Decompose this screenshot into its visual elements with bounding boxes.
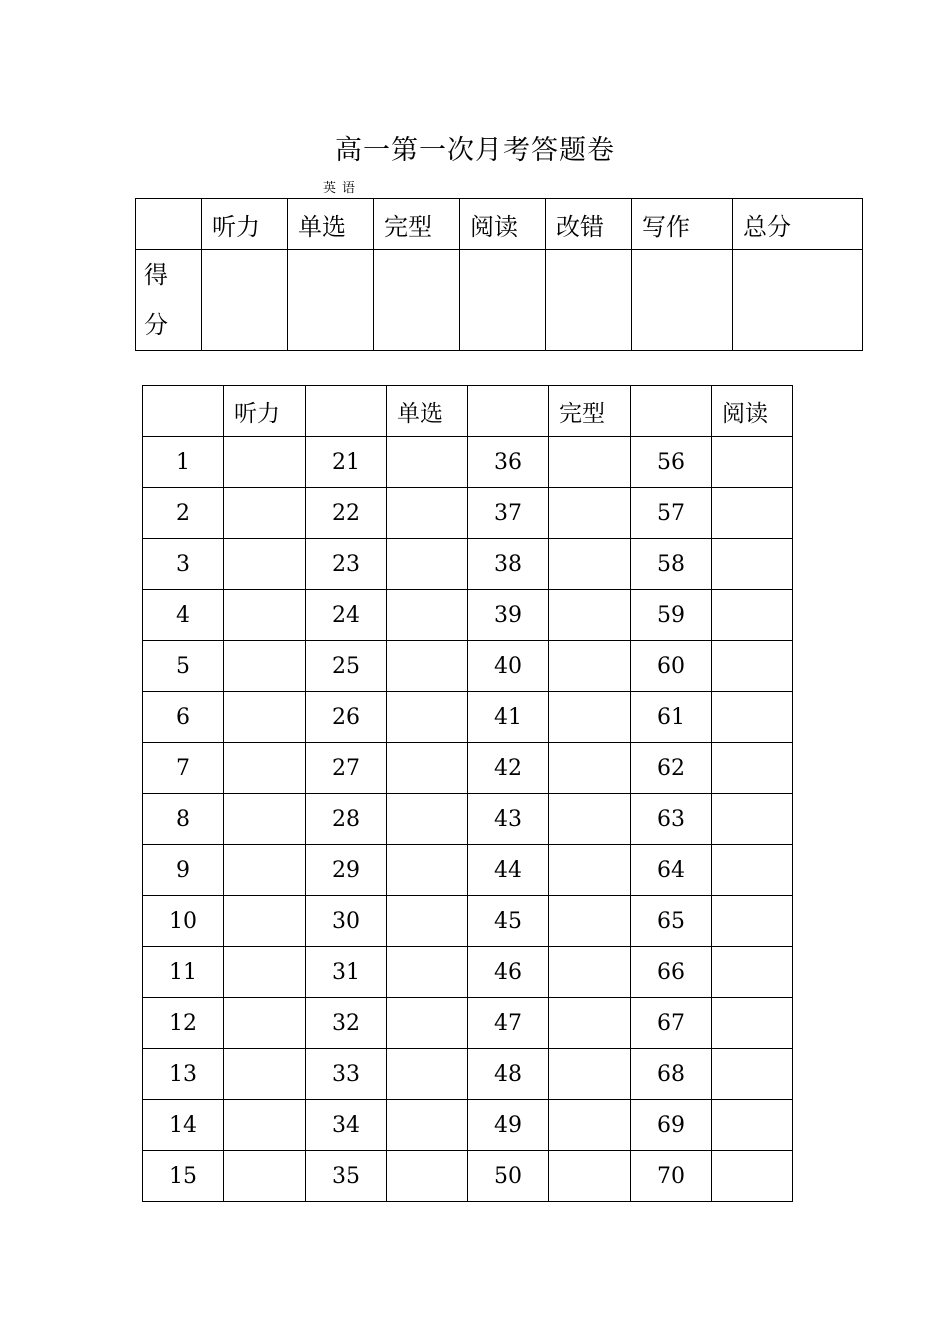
question-number: 35	[306, 1151, 387, 1202]
answer-cell[interactable]	[387, 845, 468, 896]
table-row	[143, 1151, 793, 1202]
question-number: 38	[468, 539, 549, 590]
table-row	[143, 488, 793, 539]
question-number: 8	[143, 794, 224, 845]
answer-header-cell: 听力	[224, 386, 306, 437]
answer-cell[interactable]	[224, 794, 306, 845]
answer-cell[interactable]	[712, 947, 793, 998]
question-number: 15	[143, 1151, 224, 1202]
score-header-cell: 完型	[374, 199, 460, 250]
answer-cell[interactable]	[224, 998, 306, 1049]
question-number: 25	[306, 641, 387, 692]
question-number: 49	[468, 1100, 549, 1151]
answer-cell[interactable]	[224, 1049, 306, 1100]
table-row	[143, 743, 793, 794]
answer-cell[interactable]	[712, 692, 793, 743]
answer-cell[interactable]	[387, 947, 468, 998]
score-cell-listening[interactable]	[202, 250, 288, 351]
answer-header-cell: 阅读	[712, 386, 793, 437]
answer-cell[interactable]	[387, 437, 468, 488]
question-number: 11	[143, 947, 224, 998]
answer-cell[interactable]	[387, 488, 468, 539]
table-row	[143, 437, 793, 488]
question-number: 61	[631, 692, 712, 743]
answer-cell[interactable]	[712, 794, 793, 845]
question-number: 5	[143, 641, 224, 692]
answer-cell[interactable]	[387, 1100, 468, 1151]
answer-header-cell: 单选	[387, 386, 468, 437]
page-title: 高一第一次月考答题卷	[335, 135, 615, 166]
question-number: 58	[631, 539, 712, 590]
question-number: 12	[143, 998, 224, 1049]
answer-cell[interactable]	[549, 1049, 631, 1100]
answer-cell[interactable]	[224, 590, 306, 641]
score-header-cell	[136, 199, 202, 250]
question-number: 59	[631, 590, 712, 641]
question-number: 23	[306, 539, 387, 590]
question-number: 60	[631, 641, 712, 692]
answer-cell[interactable]	[224, 896, 306, 947]
answer-cell[interactable]	[387, 998, 468, 1049]
question-number: 2	[143, 488, 224, 539]
answer-cell[interactable]	[387, 896, 468, 947]
question-number: 66	[631, 947, 712, 998]
answer-cell[interactable]	[387, 1049, 468, 1100]
question-number: 68	[631, 1049, 712, 1100]
answer-cell[interactable]	[224, 947, 306, 998]
answer-cell[interactable]	[712, 539, 793, 590]
question-number: 37	[468, 488, 549, 539]
answer-cell[interactable]	[224, 1151, 306, 1202]
answer-cell[interactable]	[712, 488, 793, 539]
question-number: 21	[306, 437, 387, 488]
answer-cell[interactable]	[387, 743, 468, 794]
score-header-cell: 听力	[202, 199, 288, 250]
table-row	[143, 794, 793, 845]
question-number: 39	[468, 590, 549, 641]
answer-cell[interactable]	[712, 845, 793, 896]
score-header-row	[136, 199, 863, 250]
answer-cell[interactable]	[549, 845, 631, 896]
answer-header-cell	[631, 386, 712, 437]
score-cell-correction[interactable]	[546, 250, 632, 351]
question-number: 44	[468, 845, 549, 896]
answer-cell[interactable]	[387, 692, 468, 743]
question-number: 26	[306, 692, 387, 743]
answer-cell[interactable]	[549, 794, 631, 845]
question-number: 42	[468, 743, 549, 794]
score-row-label-text: 得分	[144, 261, 168, 339]
answer-cell[interactable]	[549, 692, 631, 743]
answer-body	[143, 437, 793, 1202]
answer-cell[interactable]	[549, 896, 631, 947]
question-number: 29	[306, 845, 387, 896]
answer-cell[interactable]	[224, 692, 306, 743]
answer-cell[interactable]	[712, 437, 793, 488]
score-header-cell: 写作	[632, 199, 733, 250]
answer-cell[interactable]	[549, 1151, 631, 1202]
question-number: 57	[631, 488, 712, 539]
score-cell-cloze[interactable]	[374, 250, 460, 351]
score-cell-writing[interactable]	[632, 250, 733, 351]
question-number: 46	[468, 947, 549, 998]
answer-cell[interactable]	[224, 539, 306, 590]
answer-cell[interactable]	[387, 1151, 468, 1202]
question-number: 50	[468, 1151, 549, 1202]
question-number: 48	[468, 1049, 549, 1100]
answer-cell[interactable]	[387, 590, 468, 641]
question-number: 43	[468, 794, 549, 845]
answer-cell[interactable]	[224, 743, 306, 794]
score-row-label	[136, 250, 202, 351]
question-number: 34	[306, 1100, 387, 1151]
question-number: 47	[468, 998, 549, 1049]
table-row	[143, 539, 793, 590]
answer-cell[interactable]	[224, 641, 306, 692]
score-cell-choice[interactable]	[288, 250, 374, 351]
question-number: 64	[631, 845, 712, 896]
answer-cell[interactable]	[387, 641, 468, 692]
score-header-cell: 单选	[288, 199, 374, 250]
question-number: 69	[631, 1100, 712, 1151]
question-number: 45	[468, 896, 549, 947]
table-row	[143, 641, 793, 692]
answer-cell[interactable]	[549, 641, 631, 692]
table-row	[143, 947, 793, 998]
answer-cell[interactable]	[549, 488, 631, 539]
answer-cell[interactable]	[549, 590, 631, 641]
table-row	[143, 896, 793, 947]
answer-header-cell: 完型	[549, 386, 631, 437]
question-number: 9	[143, 845, 224, 896]
question-number: 13	[143, 1049, 224, 1100]
answer-cell[interactable]	[712, 590, 793, 641]
question-number: 7	[143, 743, 224, 794]
question-number: 65	[631, 896, 712, 947]
answer-cell[interactable]	[224, 437, 306, 488]
question-number: 10	[143, 896, 224, 947]
question-number: 62	[631, 743, 712, 794]
question-number: 63	[631, 794, 712, 845]
answer-cell[interactable]	[712, 743, 793, 794]
table-row	[143, 1100, 793, 1151]
score-table	[135, 198, 863, 351]
question-number: 28	[306, 794, 387, 845]
answer-header-row	[143, 386, 793, 437]
question-number: 22	[306, 488, 387, 539]
answer-cell[interactable]	[549, 1100, 631, 1151]
table-row	[143, 692, 793, 743]
question-number: 70	[631, 1151, 712, 1202]
answer-cell[interactable]	[549, 437, 631, 488]
question-number: 67	[631, 998, 712, 1049]
score-row	[136, 250, 863, 351]
question-number: 1	[143, 437, 224, 488]
answer-cell[interactable]	[549, 743, 631, 794]
answer-cell[interactable]	[549, 998, 631, 1049]
answer-cell[interactable]	[224, 488, 306, 539]
table-row	[143, 845, 793, 896]
question-number: 31	[306, 947, 387, 998]
answer-cell[interactable]	[224, 1100, 306, 1151]
table-row	[143, 590, 793, 641]
answer-cell[interactable]	[712, 1151, 793, 1202]
subject-label: 英语	[323, 181, 362, 196]
question-number: 6	[143, 692, 224, 743]
answer-cell[interactable]	[387, 539, 468, 590]
question-number: 33	[306, 1049, 387, 1100]
answer-table	[142, 385, 793, 1202]
answer-header-cell	[143, 386, 224, 437]
score-cell-total[interactable]	[733, 250, 863, 351]
score-cell-reading[interactable]	[460, 250, 546, 351]
answer-cell[interactable]	[712, 896, 793, 947]
question-number: 36	[468, 437, 549, 488]
question-number: 32	[306, 998, 387, 1049]
question-number: 30	[306, 896, 387, 947]
question-number: 56	[631, 437, 712, 488]
score-header-cell: 总分	[733, 199, 863, 250]
table-row	[143, 1049, 793, 1100]
question-number: 14	[143, 1100, 224, 1151]
score-header-cell: 阅读	[460, 199, 546, 250]
answer-cell[interactable]	[712, 1100, 793, 1151]
answer-cell[interactable]	[549, 539, 631, 590]
answer-header-cell	[306, 386, 387, 437]
answer-cell[interactable]	[387, 794, 468, 845]
question-number: 41	[468, 692, 549, 743]
answer-header-cell	[468, 386, 549, 437]
answer-cell[interactable]	[712, 1049, 793, 1100]
question-number: 24	[306, 590, 387, 641]
question-number: 3	[143, 539, 224, 590]
question-number: 4	[143, 590, 224, 641]
question-number: 40	[468, 641, 549, 692]
answer-cell[interactable]	[224, 845, 306, 896]
answer-cell[interactable]	[712, 998, 793, 1049]
question-number: 27	[306, 743, 387, 794]
answer-cell[interactable]	[549, 947, 631, 998]
score-header-cell: 改错	[546, 199, 632, 250]
answer-cell[interactable]	[712, 641, 793, 692]
table-row	[143, 998, 793, 1049]
